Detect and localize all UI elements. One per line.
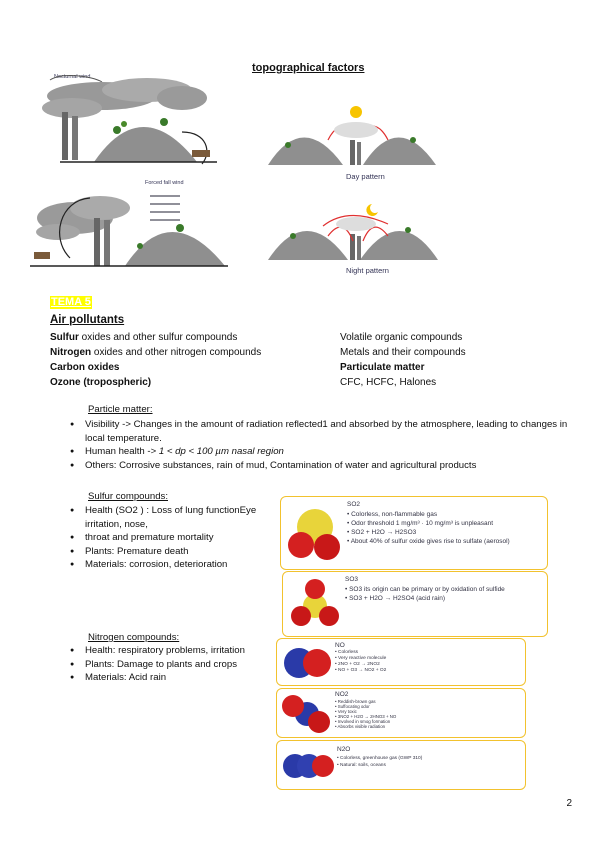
pollutant-item: Sulfur oxides and other sulfur compounds bbox=[50, 332, 238, 343]
n2o-line: • Natural: soils, oceans bbox=[337, 763, 386, 768]
n2o-label: N2O bbox=[337, 746, 351, 753]
no-line: • Colorless bbox=[335, 650, 359, 655]
no-molecule-card bbox=[276, 638, 526, 686]
night-caption: Night pattern bbox=[346, 266, 389, 275]
day-pattern-figure bbox=[268, 100, 438, 172]
day-caption: Day pattern bbox=[346, 172, 385, 181]
no-line: • Very reactive molecule bbox=[335, 656, 387, 661]
sulfur-compounds-title: Sulfur compounds: bbox=[88, 491, 168, 502]
figure-label-nocturnal: Nocturnal wind bbox=[54, 74, 91, 80]
page-number: 2 bbox=[566, 798, 572, 809]
so3-line: • SO3 + H2O → H2SO4 (acid rain) bbox=[345, 595, 445, 602]
list-item: ● Plants: Premature death bbox=[70, 545, 260, 559]
particle-matter-title: Particle matter: bbox=[88, 404, 153, 415]
so3-label: SO3 bbox=[345, 576, 359, 583]
pollutant-item: Volatile organic compounds bbox=[340, 332, 463, 343]
n2o-molecule-icon bbox=[281, 746, 337, 786]
list-item: ● Materials: Acid rain bbox=[70, 671, 250, 685]
no-line: • 2NO + O2 → 2NO2 bbox=[335, 662, 380, 667]
nitrogen-compounds-title: Nitrogen compounds: bbox=[88, 632, 180, 643]
pollutant-item: Ozone (tropospheric) bbox=[50, 377, 152, 388]
sulfur-compounds-list bbox=[70, 504, 260, 572]
nocturnal-wind-figure bbox=[32, 72, 237, 172]
so3-molecule-icon bbox=[289, 578, 341, 632]
so2-line: • Colorless, non-flammable gas bbox=[347, 511, 438, 518]
list-item: ● throat and premature mortality bbox=[70, 531, 260, 545]
pollutant-item: Particulate matter bbox=[340, 362, 425, 373]
no2-label: NO2 bbox=[335, 691, 349, 698]
so3-molecule-card bbox=[282, 571, 548, 637]
no2-line: • Suffocating odor bbox=[335, 704, 370, 709]
so2-line: • Odor threshold 1 mg/m³ · 10 mg/m³ is unpleasant bbox=[347, 520, 494, 527]
pollutant-item: CFC, HCFC, Halones bbox=[340, 377, 437, 388]
list-item: ● Health: respiratory problems, irritation bbox=[70, 644, 250, 658]
n2o-line: • Colorless, greenhouse gas (GWP 310) bbox=[337, 756, 423, 761]
forced-wind-figure bbox=[30, 178, 235, 270]
n2o-molecule-card bbox=[276, 740, 526, 790]
list-item: ● Health (SO2 ) : Loss of lung functionEye irritation, nose, bbox=[70, 504, 260, 531]
air-pollutants-heading: Air pollutants bbox=[50, 314, 125, 326]
list-item: ● Human health -> 1 < dp < 100 µm nasal region bbox=[70, 445, 570, 459]
so2-label: SO2 bbox=[347, 501, 361, 508]
no-line: • NO + O3 → NO2 + O2 bbox=[335, 668, 387, 673]
no2-line: • 3NO2 + H2O → 2HNO3 + NO bbox=[335, 714, 397, 719]
so2-molecule-card bbox=[280, 496, 548, 570]
pollutants-right-list bbox=[340, 330, 560, 390]
no2-line: • Reddish-brown gas bbox=[335, 699, 376, 704]
no-label: NO bbox=[335, 642, 345, 649]
so3-line: • SO3 its origin can be primary or by oxidation of sulfide bbox=[345, 586, 505, 593]
no-molecule-icon bbox=[281, 645, 333, 681]
no2-line: • Very toxic bbox=[335, 709, 357, 714]
list-item: ● Others: Corrosive substances, rain of mud, Contamination of water and agricultural products bbox=[70, 459, 570, 473]
pollutant-item: Metals and their compounds bbox=[340, 347, 466, 358]
particle-matter-list bbox=[70, 418, 570, 472]
so2-line: • About 40% of sulfur oxide gives rise to sulfate (aerosol) bbox=[347, 538, 510, 545]
no2-line: • Involved in smog formation bbox=[335, 719, 391, 724]
tema-label: TEMA 5 bbox=[51, 296, 91, 308]
pollutants-left-list bbox=[50, 330, 330, 390]
so2-line: • SO2 + H2O → H2SO3 bbox=[347, 529, 417, 536]
so2-molecule-icon bbox=[287, 505, 343, 563]
page-title: topographical factors bbox=[252, 62, 365, 74]
nitrogen-compounds-list bbox=[70, 644, 250, 685]
no2-line: • Absorbs visible radiation bbox=[335, 724, 386, 729]
no2-molecule-icon bbox=[281, 694, 333, 734]
list-item: ● Visibility -> Changes in the amount of radiation reflected1 and absorbed by the atmosphere, leading to changes in local temperature. bbox=[70, 418, 570, 445]
night-pattern-figure bbox=[268, 196, 440, 266]
list-item: ● Materials: corrosion, deterioration bbox=[70, 558, 260, 572]
figure-label-forced: Forced fall wind bbox=[145, 180, 184, 186]
pollutant-item: Nitrogen oxides and other nitrogen compounds bbox=[50, 347, 262, 358]
pollutant-item: Carbon oxides bbox=[50, 362, 120, 373]
list-item: ● Plants: Damage to plants and crops bbox=[70, 658, 250, 672]
no2-molecule-card bbox=[276, 688, 526, 738]
